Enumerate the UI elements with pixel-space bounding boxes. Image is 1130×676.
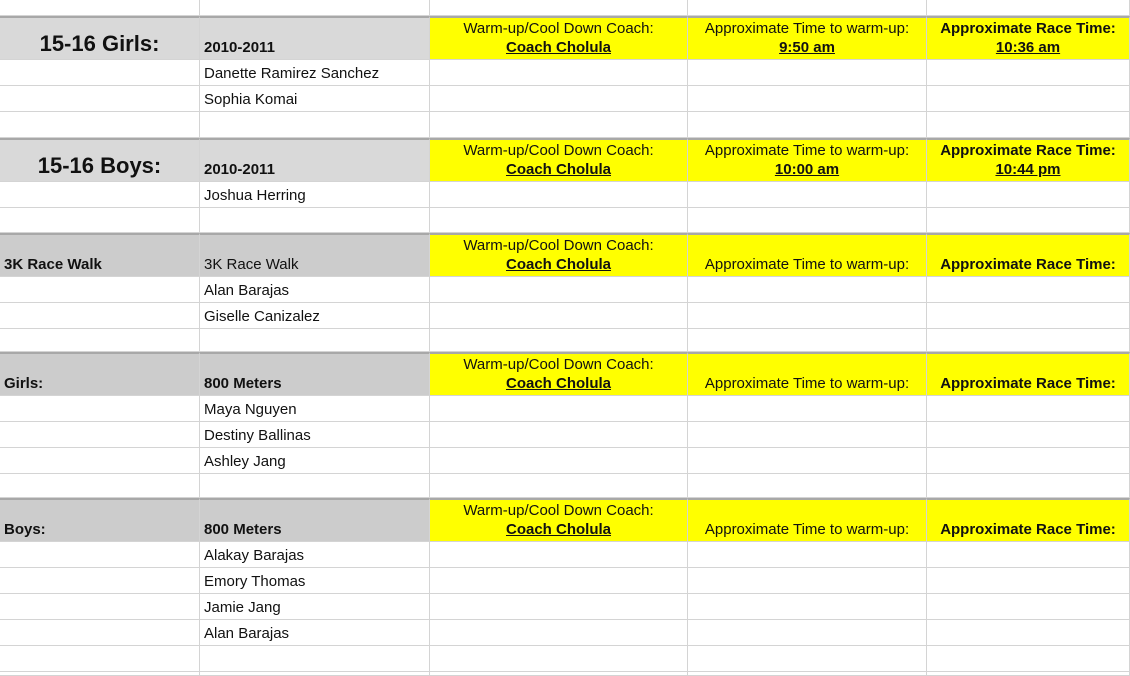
empty-cell[interactable]: [430, 0, 688, 16]
empty-cell[interactable]: [0, 60, 200, 86]
empty-cell[interactable]: [430, 182, 688, 208]
group-label: 3K Race Walk: [4, 256, 102, 273]
warmup-label: Approximate Time to warm-up:: [704, 521, 910, 538]
empty-cell[interactable]: [688, 646, 927, 672]
empty-cell[interactable]: [0, 646, 200, 672]
empty-cell[interactable]: [200, 646, 430, 672]
empty-cell[interactable]: [927, 620, 1130, 646]
group-label-cell[interactable]: [0, 138, 200, 182]
empty-cell[interactable]: [688, 448, 927, 474]
empty-cell[interactable]: [688, 620, 927, 646]
empty-cell[interactable]: [688, 542, 927, 568]
empty-cell[interactable]: [430, 329, 688, 352]
empty-cell[interactable]: [430, 422, 688, 448]
athlete-name: Giselle Canizalez: [204, 308, 320, 325]
empty-cell[interactable]: [430, 303, 688, 329]
event-label: 2010-2011: [204, 39, 275, 56]
group-label: 15-16 Girls:: [39, 31, 160, 56]
empty-cell[interactable]: [688, 422, 927, 448]
empty-cell[interactable]: [927, 672, 1130, 676]
coach-label: Warm-up/Cool Down Coach:: [463, 502, 654, 519]
event-label-cell[interactable]: [200, 138, 430, 182]
race-label: Approximate Race Time:: [940, 256, 1116, 273]
athlete-name-cell[interactable]: [200, 182, 430, 208]
coach-cell[interactable]: [430, 16, 688, 60]
empty-cell[interactable]: [0, 568, 200, 594]
athlete-name-cell[interactable]: [200, 303, 430, 329]
empty-cell[interactable]: [0, 422, 200, 448]
empty-cell[interactable]: [430, 568, 688, 594]
empty-cell[interactable]: [927, 422, 1130, 448]
athlete-name-cell[interactable]: [200, 396, 430, 422]
race-time-cell[interactable]: [927, 233, 1130, 277]
race-label: Approximate Race Time:: [940, 20, 1116, 37]
athlete-name-cell[interactable]: [200, 422, 430, 448]
group-label-cell[interactable]: [0, 352, 200, 396]
group-label: 15-16 Boys:: [37, 153, 162, 178]
empty-cell[interactable]: [0, 182, 200, 208]
empty-cell[interactable]: [688, 60, 927, 86]
empty-cell[interactable]: [200, 0, 430, 16]
race-time-cell[interactable]: [927, 352, 1130, 396]
empty-cell[interactable]: [200, 474, 430, 498]
empty-cell[interactable]: [200, 672, 430, 676]
athlete-name-cell[interactable]: [200, 60, 430, 86]
empty-cell[interactable]: [688, 474, 927, 498]
empty-cell[interactable]: [927, 208, 1130, 233]
coach-label: Warm-up/Cool Down Coach:: [463, 20, 654, 37]
empty-cell[interactable]: [688, 396, 927, 422]
athlete-name: Emory Thomas: [204, 573, 306, 590]
coach-label: Warm-up/Cool Down Coach:: [463, 356, 654, 373]
athlete-name: Danette Ramirez Sanchez: [204, 65, 380, 82]
event-label-cell[interactable]: [200, 498, 430, 542]
empty-cell[interactable]: [430, 542, 688, 568]
empty-cell[interactable]: [927, 594, 1130, 620]
empty-cell[interactable]: [0, 672, 200, 676]
athlete-name-cell[interactable]: [200, 448, 430, 474]
event-label: 2010-2011: [204, 161, 275, 178]
empty-cell[interactable]: [0, 86, 200, 112]
empty-cell[interactable]: [927, 448, 1130, 474]
coach-name: Coach Cholula: [505, 256, 611, 273]
empty-cell[interactable]: [0, 0, 200, 16]
empty-cell[interactable]: [0, 474, 200, 498]
empty-cell[interactable]: [927, 112, 1130, 138]
athlete-name: Alakay Barajas: [204, 547, 305, 564]
empty-cell[interactable]: [927, 182, 1130, 208]
event-label-cell[interactable]: [200, 16, 430, 60]
empty-cell[interactable]: [0, 620, 200, 646]
empty-cell[interactable]: [0, 542, 200, 568]
group-label: Girls:: [4, 375, 44, 392]
empty-cell[interactable]: [430, 646, 688, 672]
warmup-label: Approximate Time to warm-up:: [704, 256, 910, 273]
warmup-time-cell[interactable]: [688, 352, 927, 396]
warmup-time-cell[interactable]: [688, 138, 927, 182]
empty-cell[interactable]: [0, 208, 200, 233]
empty-cell[interactable]: [927, 60, 1130, 86]
empty-cell[interactable]: [430, 448, 688, 474]
athlete-name: Ashley Jang: [204, 453, 286, 470]
warmup-label: Approximate Time to warm-up:: [704, 20, 910, 37]
empty-cell[interactable]: [688, 277, 927, 303]
empty-cell[interactable]: [927, 396, 1130, 422]
empty-cell[interactable]: [0, 448, 200, 474]
empty-cell[interactable]: [0, 277, 200, 303]
race-time-cell[interactable]: [927, 498, 1130, 542]
empty-cell[interactable]: [688, 208, 927, 233]
empty-cell[interactable]: [688, 182, 927, 208]
athlete-name: Alan Barajas: [204, 625, 290, 642]
empty-cell[interactable]: [430, 620, 688, 646]
warmup-time: 10:00 am: [774, 161, 840, 178]
empty-cell[interactable]: [200, 208, 430, 233]
empty-cell[interactable]: [927, 329, 1130, 352]
athlete-name: Alan Barajas: [204, 282, 290, 299]
athlete-name: Destiny Ballinas: [204, 427, 311, 444]
empty-cell[interactable]: [927, 86, 1130, 112]
coach-label: Warm-up/Cool Down Coach:: [463, 142, 654, 159]
empty-cell[interactable]: [927, 474, 1130, 498]
coach-name: Coach Cholula: [505, 375, 611, 392]
empty-cell[interactable]: [688, 112, 927, 138]
race-time: 10:44 pm: [995, 161, 1061, 178]
athlete-name-cell[interactable]: [200, 277, 430, 303]
empty-cell[interactable]: [927, 303, 1130, 329]
race-label: Approximate Race Time:: [940, 521, 1116, 538]
race-label: Approximate Race Time:: [940, 142, 1116, 159]
athlete-name: Joshua Herring: [204, 187, 306, 204]
empty-cell[interactable]: [200, 329, 430, 352]
coach-name: Coach Cholula: [505, 161, 611, 178]
empty-cell[interactable]: [430, 86, 688, 112]
event-label-cell[interactable]: [200, 233, 430, 277]
empty-cell[interactable]: [200, 112, 430, 138]
coach-cell[interactable]: [430, 498, 688, 542]
empty-cell[interactable]: [688, 303, 927, 329]
coach-cell[interactable]: [430, 233, 688, 277]
empty-cell[interactable]: [0, 396, 200, 422]
empty-cell[interactable]: [927, 646, 1130, 672]
athlete-name: Jamie Jang: [204, 599, 281, 616]
empty-cell[interactable]: [688, 329, 927, 352]
athlete-name: Maya Nguyen: [204, 401, 297, 418]
athlete-name-cell[interactable]: [200, 86, 430, 112]
empty-cell[interactable]: [430, 60, 688, 86]
empty-cell[interactable]: [430, 396, 688, 422]
warmup-time-cell[interactable]: [688, 498, 927, 542]
group-label-cell[interactable]: [0, 16, 200, 60]
athlete-name-cell[interactable]: [200, 620, 430, 646]
race-time: 10:36 am: [995, 39, 1061, 56]
empty-cell[interactable]: [927, 277, 1130, 303]
empty-cell[interactable]: [430, 474, 688, 498]
empty-cell[interactable]: [0, 303, 200, 329]
athlete-name-cell[interactable]: [200, 542, 430, 568]
race-time-cell[interactable]: [927, 16, 1130, 60]
empty-cell[interactable]: [688, 0, 927, 16]
empty-cell[interactable]: [688, 672, 927, 676]
athlete-name-cell[interactable]: [200, 568, 430, 594]
empty-cell[interactable]: [927, 0, 1130, 16]
athlete-name-cell[interactable]: [200, 594, 430, 620]
coach-cell[interactable]: [430, 352, 688, 396]
empty-cell[interactable]: [927, 568, 1130, 594]
coach-cell[interactable]: [430, 138, 688, 182]
empty-cell[interactable]: [0, 329, 200, 352]
group-label: Boys:: [4, 521, 46, 538]
warmup-time-cell[interactable]: [688, 16, 927, 60]
coach-name: Coach Cholula: [505, 521, 611, 538]
group-label-cell[interactable]: [0, 498, 200, 542]
group-label-cell[interactable]: [0, 233, 200, 277]
empty-cell[interactable]: [430, 594, 688, 620]
empty-cell[interactable]: [0, 594, 200, 620]
empty-cell[interactable]: [688, 594, 927, 620]
event-label-cell[interactable]: [200, 352, 430, 396]
empty-cell[interactable]: [430, 208, 688, 233]
empty-cell[interactable]: [430, 672, 688, 676]
coach-label: Warm-up/Cool Down Coach:: [463, 237, 654, 254]
warmup-time-cell[interactable]: [688, 233, 927, 277]
warmup-time: 9:50 am: [779, 39, 835, 56]
empty-cell[interactable]: [430, 112, 688, 138]
empty-cell[interactable]: [927, 542, 1130, 568]
empty-cell[interactable]: [0, 112, 200, 138]
warmup-label: Approximate Time to warm-up:: [704, 142, 910, 159]
empty-cell[interactable]: [430, 277, 688, 303]
race-label: Approximate Race Time:: [940, 375, 1116, 392]
athlete-name: Sophia Komai: [204, 91, 298, 108]
warmup-label: Approximate Time to warm-up:: [704, 375, 910, 392]
coach-name: Coach Cholula: [505, 39, 611, 56]
race-time-cell[interactable]: [927, 138, 1130, 182]
empty-cell[interactable]: [688, 568, 927, 594]
event-label: 800 Meters: [204, 375, 282, 392]
event-label: 3K Race Walk: [204, 256, 299, 273]
event-label: 800 Meters: [204, 521, 282, 538]
empty-cell[interactable]: [688, 86, 927, 112]
